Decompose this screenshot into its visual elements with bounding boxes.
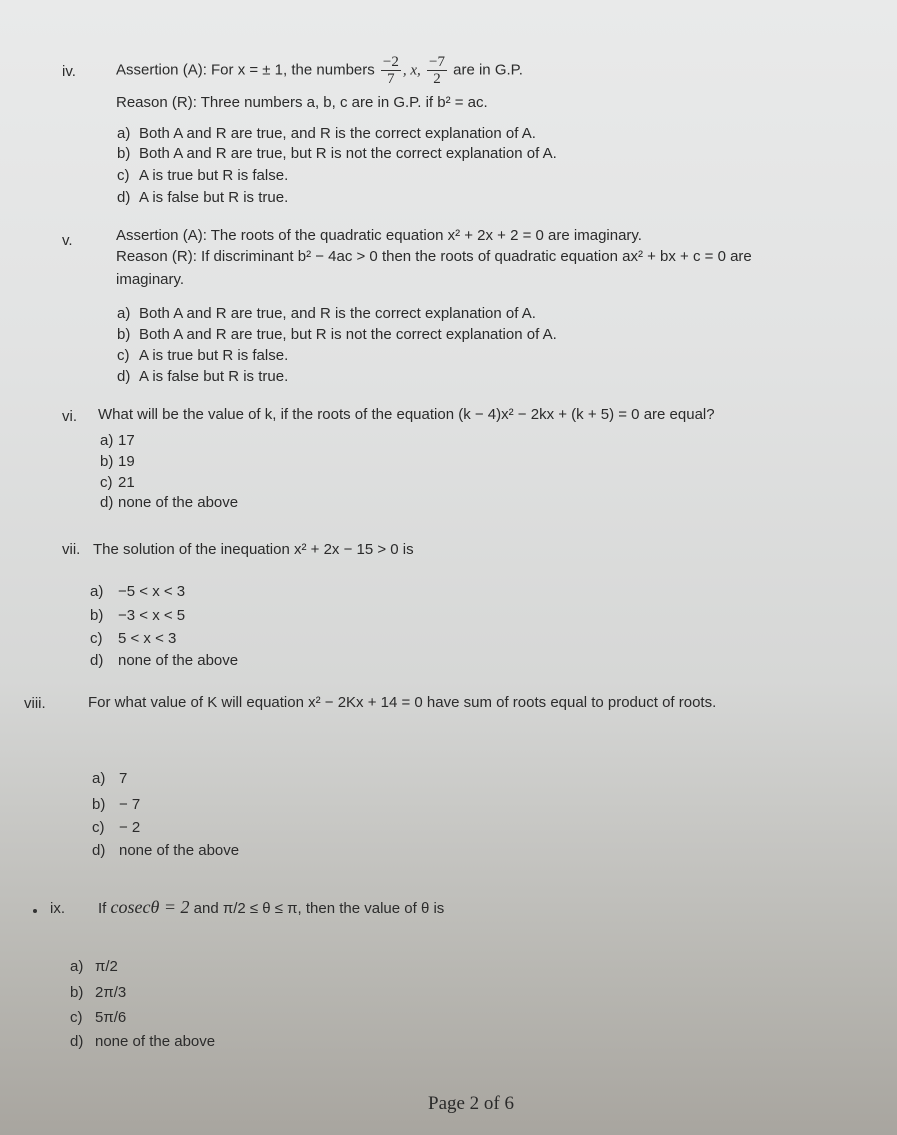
option-label: d) — [70, 1033, 84, 1050]
numerator: −2 — [382, 54, 399, 70]
option-d[interactable] — [70, 1033, 215, 1050]
option-text: −3 < x < 5 — [118, 607, 186, 624]
option-text: A is true but R is false. — [139, 167, 289, 184]
option-a[interactable] — [100, 432, 135, 449]
option-text: π/2 — [95, 958, 118, 975]
option-text: 7 — [119, 770, 128, 787]
option-text: A is false but R is true. — [139, 368, 289, 385]
option-label: c) — [90, 630, 103, 647]
question-number: v. — [62, 232, 73, 249]
page-number: Page 2 of 6 — [428, 1093, 515, 1114]
option-label: a) — [117, 125, 131, 142]
numerator: −7 — [428, 54, 445, 70]
option-text: A is false but R is true. — [139, 189, 289, 206]
option-label: b) — [100, 453, 114, 470]
option-label: d) — [100, 494, 114, 511]
option-label: c) — [117, 347, 130, 364]
option-text: 17 — [118, 432, 135, 449]
option-label: b) — [92, 796, 106, 813]
option-label: b) — [70, 984, 84, 1001]
option-label: b) — [117, 145, 131, 162]
option-b[interactable] — [117, 145, 557, 162]
reason-text: Reason (R): Three numbers a, b, c are in G.P. if b² = ac. — [116, 94, 488, 111]
option-label: d) — [117, 189, 131, 206]
option-b[interactable] — [70, 984, 126, 1001]
option-d[interactable] — [117, 368, 288, 385]
cosec-expression: cosecθ = 2 — [110, 897, 190, 917]
option-c[interactable] — [117, 347, 288, 364]
option-a[interactable] — [92, 770, 127, 787]
question-text: For what value of K will equation x² − 2Kx + 14 = 0 have sum of roots equal to product of roots. — [88, 694, 717, 711]
option-d[interactable] — [92, 842, 239, 859]
option-b[interactable] — [117, 326, 557, 343]
option-a[interactable] — [90, 583, 185, 600]
question-number: ix. — [50, 900, 65, 917]
option-label: a) — [100, 432, 114, 449]
option-b[interactable] — [90, 607, 185, 624]
question-text: The solution of the inequation x² + 2x − 15 > 0 is — [93, 541, 414, 558]
option-label: a) — [92, 770, 106, 787]
option-label: d) — [90, 652, 104, 669]
option-label: d) — [92, 842, 106, 859]
option-text: 21 — [118, 474, 135, 491]
option-text: A is true but R is false. — [139, 347, 289, 364]
assertion-text — [116, 54, 523, 87]
assertion-prefix: Assertion (A): For x = ± 1, the numbers — [116, 61, 375, 79]
bullet-mark — [33, 909, 37, 913]
reason-text-continued: imaginary. — [116, 271, 185, 288]
question-number: vi. — [62, 408, 77, 425]
option-a[interactable] — [117, 125, 536, 142]
option-text: Both A and R are true, but R is not the correct explanation of A. — [139, 145, 557, 162]
option-b[interactable] — [92, 796, 140, 813]
option-d[interactable] — [100, 494, 238, 511]
option-text: −5 < x < 3 — [118, 583, 186, 600]
assertion-suffix: are in G.P. — [453, 61, 523, 79]
question-number: iv. — [62, 63, 76, 80]
option-text: none of the above — [118, 652, 239, 669]
assertion-text: Assertion (A): The roots of the quadratic equation x² + 2x + 2 = 0 are imaginary. — [116, 227, 642, 244]
option-label: c) — [100, 474, 113, 491]
option-text: Both A and R are true, and R is the correct explanation of A. — [139, 125, 536, 142]
option-label: b) — [90, 607, 104, 624]
option-label: d) — [117, 368, 131, 385]
fraction — [381, 54, 401, 87]
option-label: a) — [117, 305, 131, 322]
option-text: Both A and R are true, but R is not the correct explanation of A. — [139, 326, 557, 343]
question-text — [98, 897, 444, 919]
option-b[interactable] — [100, 453, 135, 470]
option-a[interactable] — [117, 305, 536, 322]
option-label: c) — [92, 819, 105, 836]
option-c[interactable] — [117, 167, 288, 184]
option-label: c) — [117, 167, 130, 184]
question-number: vii. — [62, 541, 81, 558]
option-text: none of the above — [118, 494, 239, 511]
option-c[interactable] — [90, 630, 176, 647]
option-text: − 2 — [119, 819, 141, 836]
question-prefix: If — [98, 900, 107, 917]
option-label: b) — [117, 326, 131, 343]
reason-text: Reason (R): If discriminant b² − 4ac > 0 then the roots of quadratic equation ax² + bx + c = 0 are — [116, 248, 752, 265]
option-d[interactable] — [90, 652, 238, 669]
option-text: 19 — [118, 453, 135, 470]
variable-x: , x, — [402, 62, 421, 79]
question-suffix: and π/2 ≤ θ ≤ π, then the value of θ is — [193, 900, 445, 917]
option-text: 2π/3 — [95, 984, 127, 1001]
option-label: a) — [70, 958, 84, 975]
option-text: − 7 — [119, 796, 141, 813]
option-a[interactable] — [70, 958, 118, 975]
option-text: none of the above — [95, 1033, 216, 1050]
option-text: 5 < x < 3 — [118, 630, 177, 647]
option-text: 5π/6 — [95, 1009, 127, 1026]
option-label: a) — [90, 583, 104, 600]
option-c[interactable] — [70, 1009, 126, 1026]
fraction — [427, 54, 447, 87]
option-d[interactable] — [117, 189, 288, 206]
question-number: viii. — [24, 695, 46, 712]
option-text: none of the above — [119, 842, 240, 859]
question-text: What will be the value of k, if the roots of the equation (k − 4)x² − 2kx + (k + 5) = 0 are equal? — [98, 406, 715, 423]
option-c[interactable] — [100, 474, 135, 491]
option-text: Both A and R are true, and R is the correct explanation of A. — [139, 305, 536, 322]
option-label: c) — [70, 1009, 83, 1026]
option-c[interactable] — [92, 819, 140, 836]
denominator: 2 — [433, 71, 441, 87]
denominator: 7 — [387, 71, 395, 87]
